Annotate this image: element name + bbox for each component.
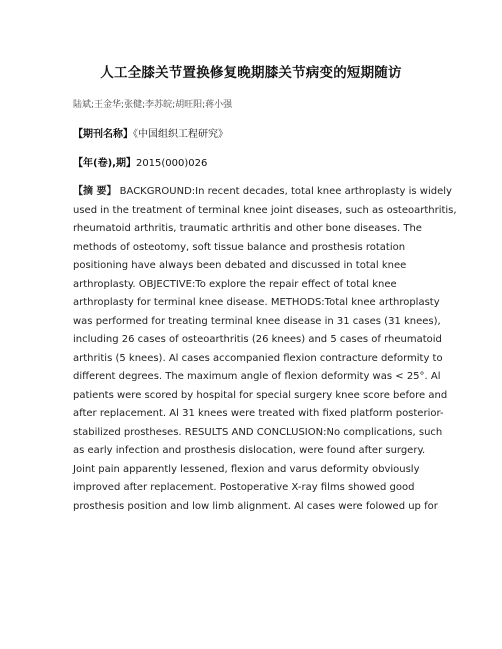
abstract-line: methods of osteotomy, soft tissue balance and prosthesis rotation: [73, 241, 406, 253]
abstract-line: after replacement. Al 31 knees were treated with fixed platform posterior-: [73, 408, 444, 419]
abstract-line: rheumatoid arthritis, traumatic arthritis and other bone diseases. The: [73, 223, 422, 234]
abstract-line: [73, 183, 452, 202]
year-issue-label: 【年(卷),期】: [73, 158, 136, 169]
abstract-line: including 26 cases of osteoarthritis (26 knees) and 5 cases of rheumatoid: [73, 334, 442, 345]
journal-label: 【期刊名称】: [73, 129, 133, 140]
abstract-line: positioning have always been debated and discussed in total knee: [73, 260, 407, 271]
abstract-line: stabilized prostheses. RESULTS AND CONCLUSION:No complications, such: [73, 426, 443, 438]
journal-value: 《中国组织工程研究》: [133, 129, 228, 140]
abstract-line: patients were scored by hospital for special surgery knee score before and: [73, 389, 448, 401]
abstract-line: arthritis (5 knees). Al cases accompanied flexion contracture deformity to: [73, 352, 443, 364]
abstract-line-text: BACKGROUND:In recent decades, total knee arthroplasty is widely: [119, 186, 452, 197]
abstract-line: prosthesis position and low limb alignment. Al cases were folowed up for: [73, 500, 438, 512]
abstract-block: [73, 183, 457, 516]
abstract-label: 【摘 要】: [73, 186, 117, 197]
year-issue-value: 2015(000)026: [135, 158, 208, 169]
abstract-line: was performed for treating terminal knee disease in 31 cases (31 knees),: [73, 315, 441, 327]
abstract-line: different degrees. The maximum angle of flexion deformity was < 25°. Al: [73, 371, 441, 382]
year-issue-row: [73, 154, 207, 169]
paper-title: 人工全膝关节置换修复晚期膝关节病变的短期随访: [100, 65, 402, 81]
abstract-line: arthroplasty. OBJECTIVE:To explore the repair effect of total knee: [73, 278, 397, 290]
author-list: 陆斌;王金华;张健;李苏皖;胡旺阳;蒋小强: [73, 100, 233, 110]
abstract-line: used in the treatment of terminal knee joint diseases, such as osteoarthritis,: [73, 204, 457, 216]
abstract-line: improved after replacement. Postoperative X-ray films showed good: [73, 482, 415, 493]
abstract-line: arthroplasty for terminal knee disease. METHODS:Total knee arthroplasty: [73, 297, 440, 308]
journal-name-row: [73, 125, 228, 140]
abstract-line: as early infection and prosthesis dislocation, were found after surgery.: [73, 445, 426, 456]
abstract-line: Joint pain apparently lessened, flexion and varus deformity obviously: [73, 463, 420, 475]
